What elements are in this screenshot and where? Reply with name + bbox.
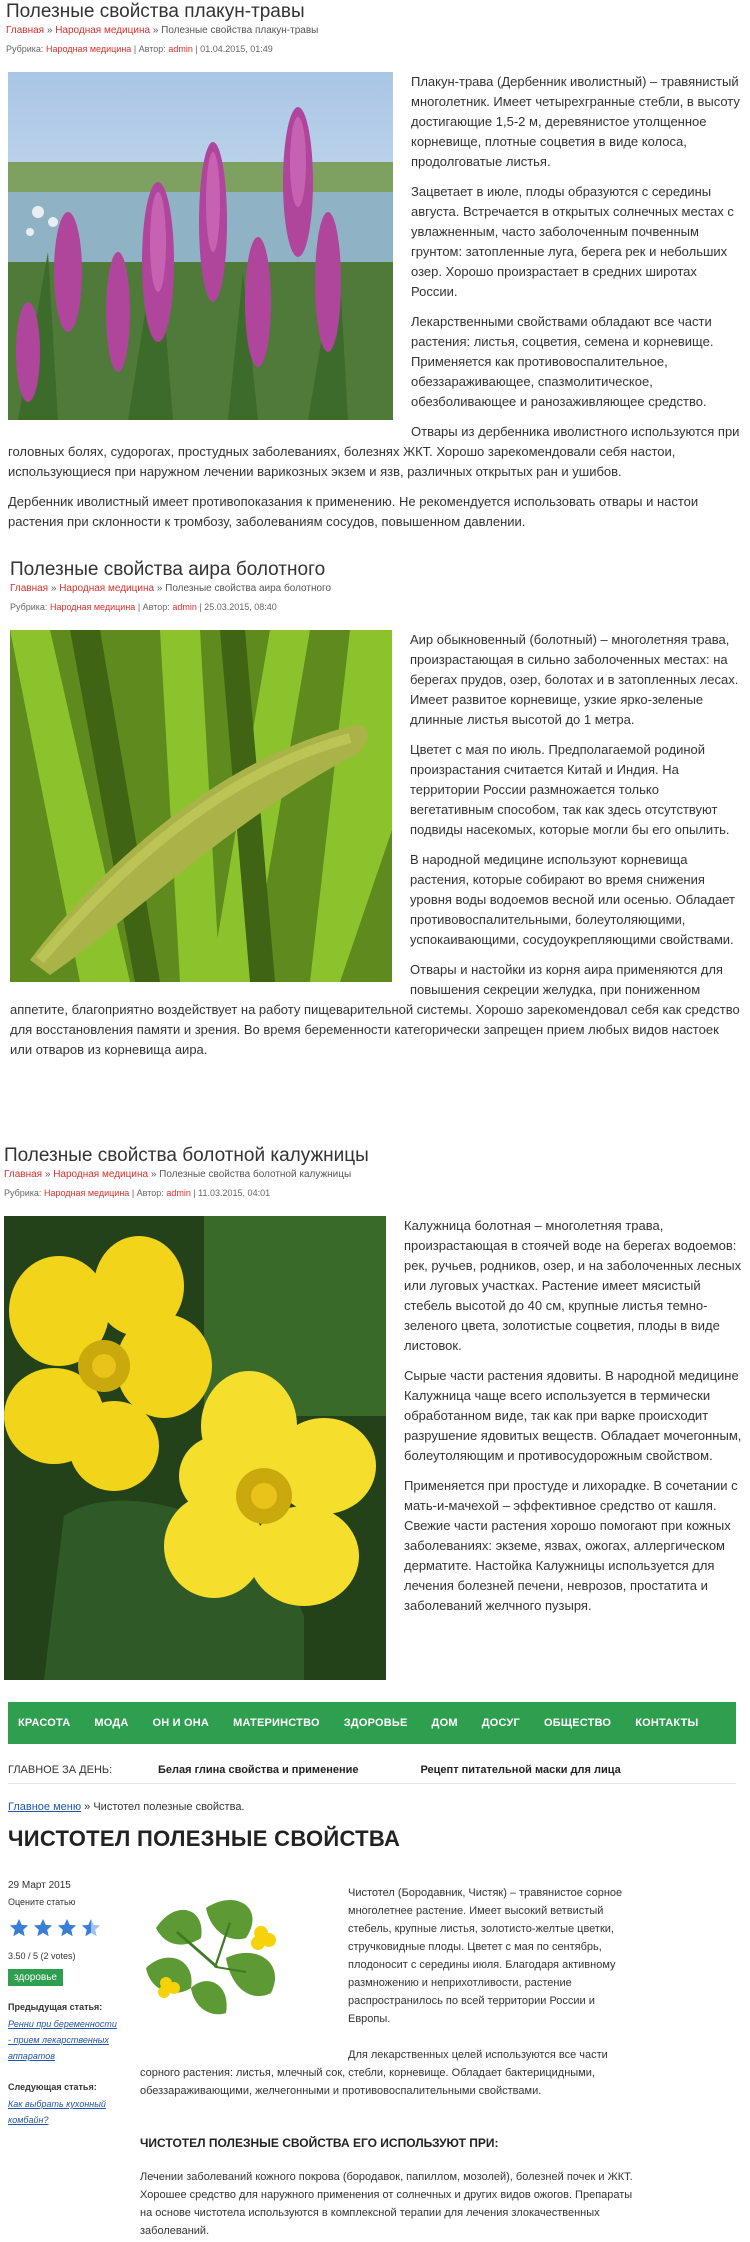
article-paragraph: Цветет с мая по июль. Предполагаемой родиной произрастания считается Китай и Индия. На территории России размножается только вегетативным способом, так как здесь отсутствуют подвиды насекомых, которые могли бы его опылить.	[410, 742, 730, 837]
today-bar	[8, 1756, 736, 1784]
celandine-photo	[136, 1888, 296, 2018]
article-date: 29 Март 2015	[8, 1880, 71, 1891]
article-paragraph: Зацветает в июле, плоды образуются с середины августа. Встречается в открытых солнечных местах с увлажненным, часто заболоченным почвенным грунтом: затопленные луга, берега рек и небольших озер. Хорошо произрастает в средних широтах России.	[411, 184, 734, 299]
crumb-home[interactable]: Главная	[4, 1169, 43, 1180]
nav-item-leisure[interactable]: ДОСУГ	[481, 1717, 520, 1729]
article-paragraph: Лекарственными свойствами обладают все части растения: листья, соцветия, семена и корневище. Применяется как противовоспалительное, обеззараживающее, спазмолитическое, обезболивающее и ранозаживляющее средство.	[411, 314, 714, 409]
star-icon[interactable]	[56, 1917, 78, 1939]
article-paragraph: Отвары и настойки из корня аира применяются для повышения секреции желудка, при пониженном аппетите, благоприятно воздействует на работу пищеварительной системы. Хорошо зарекомендовал себя как средство для восстановления памяти и зрения. Во время беременности категорически запрещен прием любых видов настоек или отваров из корневища аира.	[10, 962, 740, 1057]
crumb-current: Чистотел полезные свойства.	[93, 1801, 245, 1813]
nav-item-health[interactable]: ЗДОРОВЬЕ	[343, 1717, 408, 1729]
rubric-link[interactable]: Народная медицина	[49, 602, 136, 612]
breadcrumb	[4, 1168, 750, 1182]
crumb-home[interactable]: Главная	[6, 25, 45, 36]
article-kaluzhnitsa	[0, 1144, 750, 1686]
article-paragraph: сорного растения: листья, млечный сок, стебли, корневище. Обладает бактерицидными, обеззараживающими, желчегонными и противовоспалительными свойствами.	[140, 2067, 595, 2097]
nav-item-motherhood[interactable]: МАТЕРИНСТВО	[233, 1717, 320, 1729]
author-label: | Автор:	[137, 602, 170, 612]
crumb-category[interactable]: Народная медицина	[59, 583, 155, 594]
article-title[interactable]: Полезные свойства плакун-травы	[6, 1, 305, 22]
nav-item-society[interactable]: ОБЩЕСТВО	[543, 1717, 612, 1729]
star-icon[interactable]	[32, 1917, 54, 1939]
today-link[interactable]: Рецепт питательной маски для лица	[420, 1763, 621, 1776]
rubric-label: Рубрика:	[4, 1188, 42, 1198]
crumb-category[interactable]: Народная медицина	[53, 1169, 149, 1180]
prev-article-label: Предыдущая статья:	[8, 2002, 103, 2012]
today-label: ГЛАВНОЕ ЗА ДЕНЬ:	[8, 1763, 113, 1776]
crumb-sep: »	[152, 25, 159, 36]
prev-article-link[interactable]: Ренни при беременности - прием лекарственных аппаратов	[8, 2019, 117, 2061]
breadcrumb	[8, 1801, 245, 1813]
crumb-sep: »	[46, 25, 53, 36]
rubric-link[interactable]: Народная медицина	[43, 1188, 130, 1198]
article-sidebar	[8, 1880, 120, 2146]
article-paragraph: Сырые части растения ядовиты. В народной медицине Калужница чаще всего используется в термически обработанном виде, так как при варке происходит разрушение ядовитых веществ. Обладает мочегонным, болеутоляющим и противосудорожным свойством.	[404, 1368, 742, 1463]
crumb-sep: »	[44, 1169, 51, 1180]
post-date: | 11.03.2015, 04:01	[193, 1188, 271, 1198]
crumb-main-menu[interactable]: Главное меню	[8, 1801, 82, 1813]
article-paragraph: В народной медицине используют корневища растения, которые собирают во время снижения уровня воды водоемов весной или осенью. Обладает противовоспалительными, болеутоляющими, успокаивающими, сосудоукрепляющими свойствами.	[410, 852, 735, 947]
rubric-label: Рубрика:	[6, 44, 44, 54]
article-paragraph: Отвары из дербенника иволистного используются при головных болях, судорогах, простудных заболеваниях, болезнях ЖКТ. Хорошо зарекомендовали себя настои, использующиеся при наружном лечении варикозных экзем и язв, различных открытых ран и ушибов.	[8, 424, 740, 479]
article-intro: Чистотел (Бородавник, Чистяк) – травянистое сорное многолетнее растение. Имеет высокий ветвистый стебель, крупные листья, золотисто-желтые цветки, стручковидные плоды. Цветет с мая по сентябрь, плодоносит с середины июля. Благодаря активному размножению и неприхотливости, растение распространилось по всей территории России и Европы.	[348, 1887, 623, 2025]
article-paragraph: Плакун-трава (Дербенник иволистный) – травянистый многолетник. Имеет четырехгранные стебли, в высоту достигающие 1,5-2 м, деревянистое утолщенное корневище, плотные соцветия в виде колоса, продолговатые листья.	[411, 74, 740, 169]
tag-health[interactable]: здоровье	[8, 1969, 63, 1986]
star-icon[interactable]	[8, 1917, 30, 1939]
crumb-current: Полезные свойства аира болотного	[165, 583, 332, 594]
star-rating[interactable]	[8, 1917, 108, 1943]
article-paragraph-start: Для лекарственных целей используются все части	[348, 2049, 608, 2061]
article-title[interactable]: Полезные свойства болотной калужницы	[4, 1145, 369, 1166]
star-icon[interactable]	[80, 1917, 102, 1939]
crumb-sep: »	[150, 1169, 157, 1180]
article-meta	[10, 600, 750, 614]
loosestrife-photo	[8, 72, 393, 420]
marsh-marigold-photo	[4, 1216, 386, 1680]
author-link[interactable]: admin	[166, 1188, 191, 1198]
post-date: | 01.04.2015, 01:49	[195, 44, 273, 54]
crumb-current: Полезные свойства болотной калужницы	[159, 1169, 352, 1180]
article-subheading: ЧИСТОТЕЛ ПОЛЕЗНЫЕ СВОЙСТВА ЕГО ИСПОЛЬЗУЮТ ПРИ:	[140, 2136, 499, 2150]
article-meta	[6, 42, 750, 56]
nav-item-fashion[interactable]: МОДА	[94, 1717, 129, 1729]
breadcrumb	[6, 24, 750, 38]
article-paragraph: Калужница болотная – многолетняя трава, произрастающая в стоячей воде на берегах водоемов: рек, ручьев, родников, озер, и на заболоченных лесных или луговых участках. Растение имеет мясистый стебель высотой до 40 см, крупные листья темно-зеленого цвета, золотистые соцветия, плоды в виде листовок.	[404, 1218, 742, 1353]
today-link[interactable]: Белая глина свойства и применение	[158, 1763, 359, 1776]
crumb-category[interactable]: Народная медицина	[55, 25, 151, 36]
nav-item-he-she[interactable]: ОН И ОНА	[152, 1717, 210, 1729]
nav-item-contacts[interactable]: КОНТАКТЫ	[635, 1717, 699, 1729]
article-meta	[4, 1186, 750, 1200]
nav-item-home[interactable]: ДОМ	[431, 1717, 458, 1729]
rating-score: 3.50 / 5 (2 votes)	[8, 1951, 76, 1961]
breadcrumb	[10, 582, 750, 596]
post-date: | 25.03.2015, 08:40	[199, 602, 277, 612]
rubric-link[interactable]: Народная медицина	[45, 44, 132, 54]
article-paragraph: Применяется при простуде и лихорадке. В сочетании с мать-и-мачехой – эффективное средство от кашля. Свежие части растения хорошо помогают при кожных заболеваниях: экземе, язвах, ожогах, аллергическом дерматите. Настойка Калужницы используется для лечения болезней печени, неврозов, простатита и заболеваний желчного пузыря.	[404, 1478, 738, 1613]
crumb-sep: »	[156, 583, 163, 594]
article-plakun	[0, 0, 750, 542]
author-link[interactable]: admin	[168, 44, 193, 54]
crumb-home[interactable]: Главная	[10, 583, 49, 594]
author-label: | Автор:	[133, 44, 166, 54]
next-article-link[interactable]: Как выбрать кухонный комбайн?	[8, 2099, 106, 2125]
article-air	[0, 558, 750, 1070]
sweet-flag-photo	[10, 630, 392, 982]
crumb-current: Полезные свойства плакун-травы	[161, 25, 319, 36]
article-paragraph: Дербенник иволистный имеет противопоказания к применению. Не рекомендуется использовать отвары и настои растения при склонности к тромбозу, заболеваниям сосудов, повышенном давлении.	[8, 494, 699, 529]
rate-label: Оцените статью	[8, 1897, 76, 1907]
article-paragraph: Лечении заболеваний кожного покрова (бородавок, папиллом, мозолей), болезней почек и ЖКТ. Хорошее средство для наружного применения от солнечных и других видов ожогов. Препараты на основе чистотела используются в комплексной терапии для лечения злокачественных заболеваний.	[140, 2171, 633, 2237]
author-label: | Автор:	[131, 1188, 164, 1198]
next-article-label: Следующая статья:	[8, 2082, 97, 2092]
article-title[interactable]: Полезные свойства аира болотного	[10, 559, 326, 580]
author-link[interactable]: admin	[172, 602, 197, 612]
rubric-label: Рубрика:	[10, 602, 48, 612]
crumb-sep: »	[84, 1801, 91, 1813]
main-nav	[8, 1702, 736, 1744]
article-paragraph: Аир обыкновенный (болотный) – многолетняя трава, произрастающая в сильно заболоченных местах: на берегах прудов, озер, болотах и в затопленных лесах. Имеет развитое корневище, узкие ярко-зеленые длинные листья высотой до 1 метра.	[410, 632, 739, 727]
nav-item-beauty[interactable]: КРАСОТА	[18, 1717, 71, 1729]
page-title: ЧИСТОТЕЛ ПОЛЕЗНЫЕ СВОЙСТВА	[8, 1826, 401, 1851]
crumb-sep: »	[50, 583, 57, 594]
